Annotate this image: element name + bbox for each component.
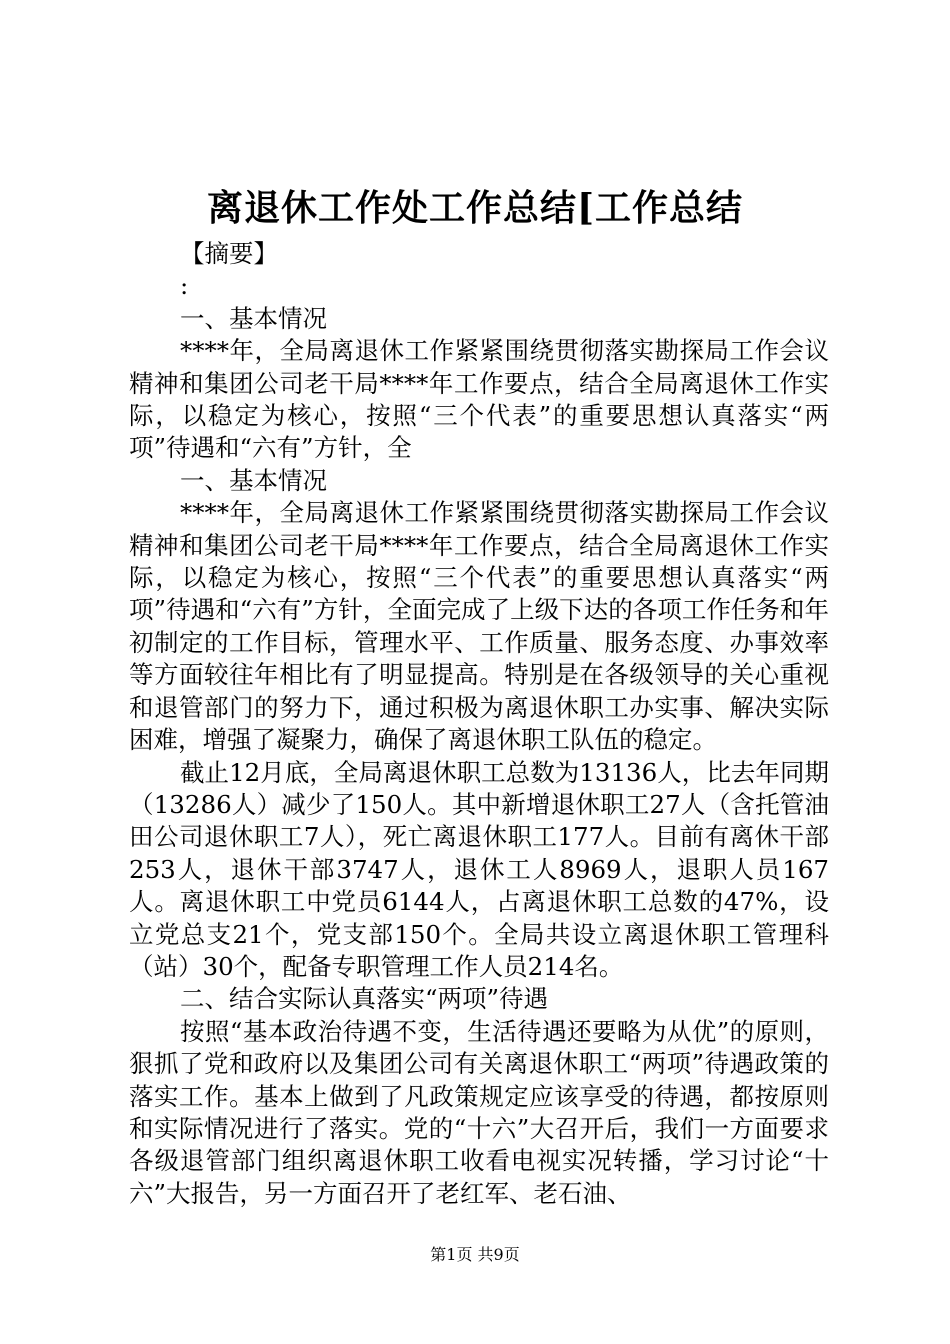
page-number-footer: 第1页 共9页 — [430, 1245, 520, 1264]
section-heading-two-benefits: 二、结合实际认真落实“两项”待遇 — [180, 984, 549, 1014]
document-body — [129, 238, 829, 1210]
document-title: 离退休工作处工作总结[工作总结 — [206, 187, 744, 229]
abstract-colon: : — [180, 271, 189, 301]
section-heading-basic-situation: 一、基本情况 — [180, 303, 327, 333]
section-heading-basic-situation-repeat: 一、基本情况 — [180, 465, 327, 495]
abstract-paragraph: ****年，全局离退休工作紧紧围绕贯彻落实勘探局工作会议精神和集团公司老干局****年工作要点，结合全局离退休工作实际，以稳定为核心，按照“三个代表”的重要思想认真落实“两项”待遇和“六有”方针，全 — [129, 336, 829, 463]
body-paragraph-overview: ****年，全局离退休工作紧紧围绕贯彻落实勘探局工作会议精神和集团公司老干局****年工作要点，结合全局离退休工作实际，以稳定为核心，按照“三个代表”的重要思想认真落实“两项”待遇和“六有”方针，全面完成了上级下达的各项工作任务和年初制定的工作目标，管理水平、工作质量、服务态度、办事效率等方面较往年相比有了明显提高。特别是在各级领导的关心重视和退管部门的努力下，通过积极为离退休职工办实事、解决实际困难，增强了凝聚力，确保了离退休职工队伍的稳定。 — [129, 498, 829, 755]
abstract-label: 【摘要】 — [180, 239, 278, 268]
body-paragraph-statistics: 截止12月底，全局离退休职工总数为13136人，比去年同期（13286人）减少了150人。其中新增退休职工27人（含托管油田公司退休职工7人），死亡离退休职工177人。目前有离休干部253人，退休干部3747人，退休工人8969人，退职人员167人。离退休职工中党员6144人，占离退休职工总数的47%，设立党总支21个，党支部150个。全局共设立离退休职工管理科（站）30个，配备专职管理工作人员214名。 — [129, 757, 829, 981]
body-paragraph-benefits: 按照“基本政治待遇不变，生活待遇还要略为从优”的原则，狠抓了党和政府以及集团公司有关离退休职工“两项”待遇政策的落实工作。基本上做到了凡政策规定应该享受的待遇，都按原则和实际情况进行了落实。党的“十六”大召开后，我们一方面要求各级退管部门组织离退休职工收看电视实况转播，学习讨论“十六”大报告，另一方面召开了老红军、老石油、 — [129, 1016, 829, 1208]
